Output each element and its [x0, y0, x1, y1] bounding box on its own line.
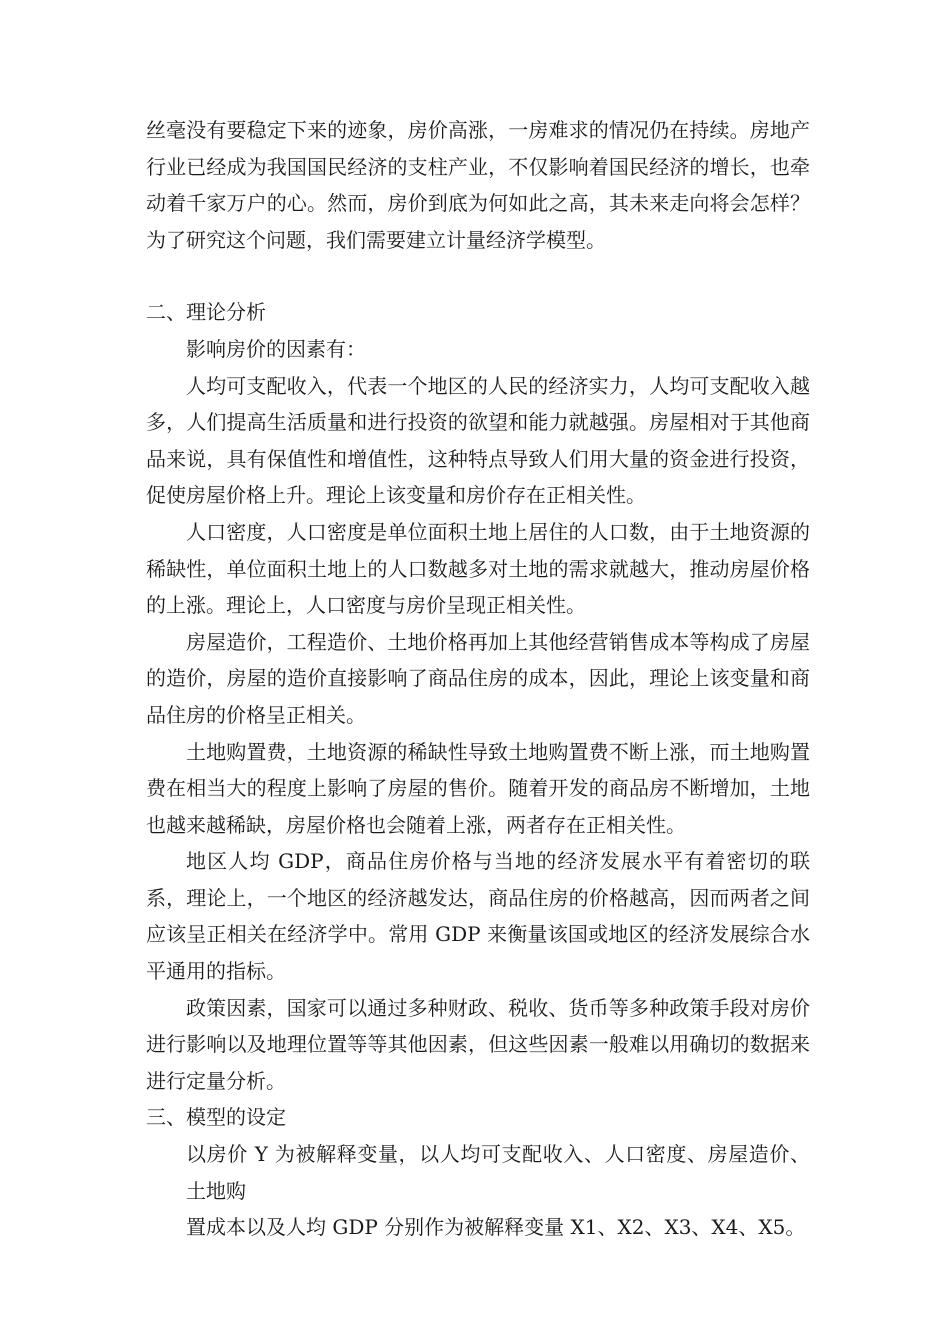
factors-lead: 影响房价的因素有： [186, 336, 366, 361]
section-heading-theory: 二、理论分析 [146, 300, 266, 325]
factor-population-density: 人口密度，人口密度是单位面积土地上居住的人口数，由于土地资源的稀缺性，单位面积土地上的人口数越多对土地的需求就越大，推动房屋价格的上涨。理论上，人口密度与房价呈现正相关性。 [146, 519, 810, 618]
section-heading-model: 三、模型的设定 [146, 1105, 286, 1130]
model-setup-paragraph [146, 1136, 810, 1246]
intro-paragraph: 丝毫没有要稳定下来的迹象，房价高涨，一房难求的情况仍在持续。房地产行业已经成为我国国民经济的支柱产业，不仅影响着国民经济的增长，也牵动着千家万户的心。然而，房价到底为何如此之高，其未来走向将会怎样？为了研究这个问题，我们需要建立计量经济学模型。 [146, 118, 810, 252]
factor-land-cost: 土地购置费，土地资源的稀缺性导致土地购置费不断上涨，而土地购置费在相当大的程度上影响了房屋的售价。随着开发的商品房不断增加，土地也越来越稀缺，房屋价格也会随着上涨，两者存在正相关性。 [146, 739, 810, 837]
section-spacer [146, 258, 810, 294]
model-setup-line-1: 以房价 Y 为被解释变量，以人均可支配收入、人口密度、房屋造价、土地购 [186, 1142, 810, 1203]
model-setup-line-2: 置成本以及人均 GDP 分别作为被解释变量 X1、X2、X3、X4、X5。 [186, 1215, 806, 1240]
factor-construction-cost: 房屋造价，工程造价、土地价格再加上其他经营销售成本等构成了房屋的造价，房屋的造价直接影响了商品住房的成本，因此，理论上该变量和商品住房的价格呈正相关。 [146, 629, 810, 727]
document-body [146, 112, 810, 1246]
factor-income: 人均可支配收入，代表一个地区的人民的经济实力，人均可支配收入越多，人们提高生活质量和进行投资的欲望和能力就越强。房屋相对于其他商品来说，具有保值性和增值性，这种特点导致人们用大量的资金进行投资，促使房屋价格上升。理论上该变量和房价存在正相关性。 [146, 373, 810, 508]
factor-policy: 政策因素，国家可以通过多种财政、税收、货币等多种政策手段对房价进行影响以及地理位置等等其他因素，但这些因素一般难以用确切的数据来进行定量分析。 [146, 995, 810, 1093]
factor-gdp: 地区人均 GDP，商品住房价格与当地的经济发展水平有着密切的联系，理论上，一个地区的经济越发达，商品住房的价格越高，因而两者之间应该呈正相关在经济学中。常用 GDP 来衡量该国或地区的经济发展综合水平通用的指标。 [146, 849, 810, 984]
